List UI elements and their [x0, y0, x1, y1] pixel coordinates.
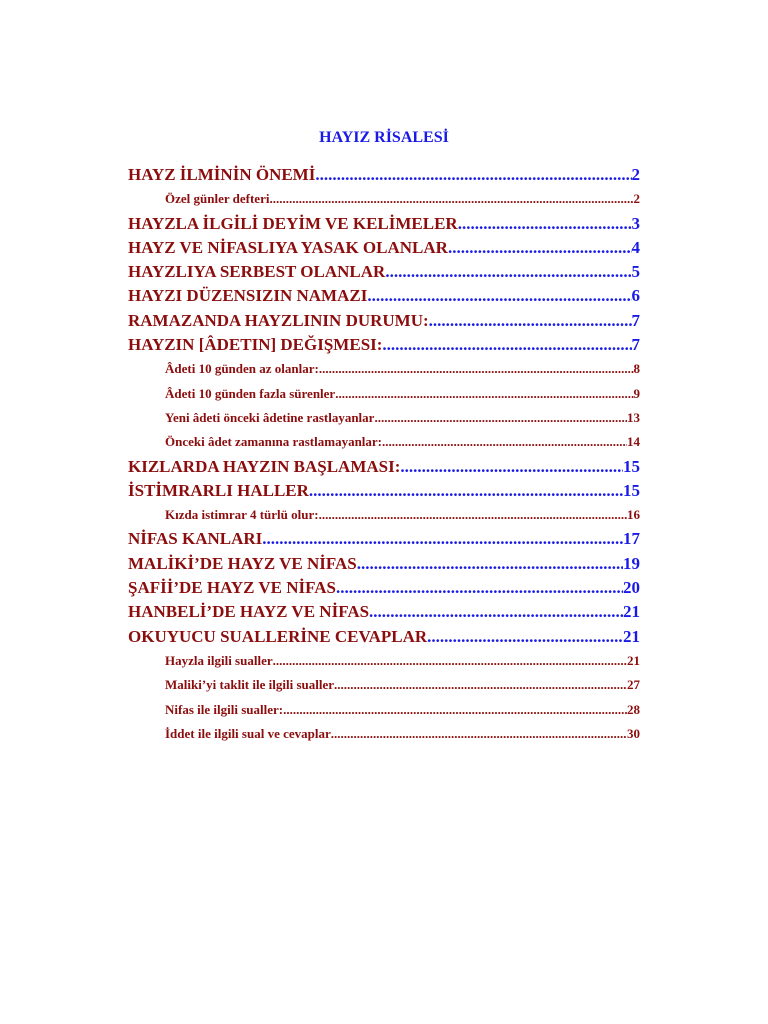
toc-entry-level2[interactable]: [128, 503, 640, 527]
toc-dot-leader: [427, 625, 623, 649]
toc-entry-label: Yeni âdeti önceki âdetine rastlayanlar: [165, 409, 375, 425]
toc-entry-label: HAYZLIYA SERBEST OLANLAR: [128, 262, 386, 282]
toc-entry-level1[interactable]: [128, 625, 640, 649]
toc-dot-leader: [283, 698, 627, 722]
toc-entry-label: Önceki âdet zamanına rastlamayanlar:: [165, 434, 383, 450]
toc-entry-label: Maliki’yi taklit ile ilgili sualler: [165, 677, 334, 693]
toc-entry-level2[interactable]: [128, 698, 640, 722]
toc-page-number: 28: [627, 701, 640, 717]
toc-dot-leader: [262, 527, 623, 551]
toc-page-number: 27: [627, 677, 640, 693]
toc-entry-label: HAYZI DÜZENSIZIN NAMAZI: [128, 286, 368, 306]
toc-page-number: 15: [623, 480, 640, 500]
toc-dot-leader: [334, 673, 627, 697]
toc-dot-leader: [400, 455, 623, 479]
toc-entry-level1[interactable]: [128, 309, 640, 333]
toc-entry-level2[interactable]: [128, 382, 640, 406]
toc-dot-leader: [319, 357, 634, 381]
toc-dot-leader: [335, 382, 633, 406]
toc-dot-leader: [367, 284, 631, 308]
toc-page-number: 8: [633, 361, 640, 377]
toc-page-number: 16: [627, 507, 640, 523]
toc-dot-leader: [273, 649, 627, 673]
toc-entry-level2[interactable]: [128, 649, 640, 673]
toc-dot-leader: [382, 430, 627, 454]
toc-entry-label: HAYZ VE NİFASLIYA YASAK OLANLAR: [128, 237, 448, 257]
toc-entry-label: Özel günler defteri: [165, 191, 270, 207]
toc-dot-leader: [385, 260, 631, 284]
toc-entry-label: Âdeti 10 günden az olanlar:: [165, 361, 319, 377]
toc-dot-leader: [331, 722, 627, 746]
toc-dot-leader: [336, 576, 623, 600]
toc-dot-leader: [315, 163, 631, 187]
toc-dot-leader: [374, 406, 627, 430]
toc-page-number: 20: [623, 578, 640, 598]
toc-page-number: 9: [633, 385, 640, 401]
toc-dot-leader: [458, 212, 632, 236]
toc-entry-label: NİFAS KANLARI: [128, 529, 263, 549]
toc-entry-label: HANBELİ’DE HAYZ VE NİFAS: [128, 602, 370, 622]
toc-entry-label: KIZLARDA HAYZIN BAŞLAMASI:: [128, 456, 401, 476]
toc-page-number: 30: [627, 725, 640, 741]
toc-entry-label: RAMAZANDA HAYZLININ DURUMU:: [128, 310, 429, 330]
toc-page-number: 21: [623, 602, 640, 622]
toc-entry-label: ŞAFİİ’DE HAYZ VE NİFAS: [128, 578, 336, 598]
table-of-contents: [128, 163, 640, 746]
toc-entry-level1[interactable]: [128, 284, 640, 308]
toc-entry-level2[interactable]: [128, 430, 640, 454]
toc-entry-level1[interactable]: [128, 600, 640, 624]
toc-entry-level1[interactable]: [128, 163, 640, 187]
toc-dot-leader: [448, 236, 632, 260]
toc-entry-level2[interactable]: [128, 406, 640, 430]
toc-dot-leader: [357, 552, 623, 576]
toc-page-number: 2: [633, 191, 640, 207]
toc-page-number: 21: [627, 652, 640, 668]
toc-dot-leader: [269, 187, 633, 211]
toc-page-number: 19: [623, 553, 640, 573]
toc-page-number: 13: [627, 409, 640, 425]
toc-entry-label: HAYZIN [ÂDETIN] DEĞIŞMESI:: [128, 335, 383, 355]
toc-entry-level1[interactable]: [128, 552, 640, 576]
toc-entry-label: İddet ile ilgili sual ve cevaplar: [165, 725, 331, 741]
toc-entry-label: HAYZ İLMİNİN ÖNEMİ: [128, 165, 316, 184]
toc-dot-leader: [429, 309, 632, 333]
toc-page-number: 4: [631, 237, 640, 257]
toc-entry-level2[interactable]: [128, 357, 640, 381]
toc-entry-label: Nifas ile ilgili sualler:: [165, 701, 284, 717]
toc-entry-level2[interactable]: [128, 187, 640, 211]
toc-dot-leader: [309, 479, 623, 503]
toc-entry-level1[interactable]: [128, 212, 640, 236]
document-title: HAYIZ RİSALESİ: [319, 129, 449, 146]
toc-entry-level1[interactable]: [128, 236, 640, 260]
toc-page-number: 2: [631, 165, 640, 184]
toc-entry-label: Âdeti 10 günden fazla sürenler: [165, 385, 336, 401]
toc-page-number: 3: [631, 213, 640, 233]
toc-entry-level1[interactable]: [128, 479, 640, 503]
toc-page-number: 17: [623, 529, 640, 549]
toc-entry-label: Hayzla ilgili sualler: [165, 652, 273, 668]
toc-entry-label: OKUYUCU SUALLERİNE CEVAPLAR: [128, 626, 428, 646]
toc-page-number: 7: [631, 310, 640, 330]
toc-page-number: 15: [623, 456, 640, 476]
toc-page-number: 6: [631, 286, 640, 306]
toc-page-number: 5: [631, 262, 640, 282]
toc-entry-label: MALİKİ’DE HAYZ VE NİFAS: [128, 553, 357, 573]
toc-dot-leader: [382, 333, 631, 357]
toc-dot-leader: [369, 600, 623, 624]
toc-entry-level2[interactable]: [128, 673, 640, 697]
toc-page-number: 21: [623, 626, 640, 646]
toc-page-number: 14: [627, 434, 640, 450]
toc-entry-level1[interactable]: [128, 576, 640, 600]
toc-entry-label: İSTİMRARLI HALLER: [128, 480, 309, 500]
toc-dot-leader: [319, 503, 627, 527]
toc-entry-level1[interactable]: [128, 527, 640, 551]
toc-entry-level2[interactable]: [128, 722, 640, 746]
toc-entry-label: HAYZLA İLGİLİ DEYİM VE KELİMELER: [128, 213, 458, 233]
toc-entry-level1[interactable]: [128, 455, 640, 479]
toc-page-number: 7: [631, 335, 640, 355]
toc-entry-label: Kızda istimrar 4 türlü olur:: [165, 507, 319, 523]
toc-entry-level1[interactable]: [128, 260, 640, 284]
toc-entry-level1[interactable]: [128, 333, 640, 357]
